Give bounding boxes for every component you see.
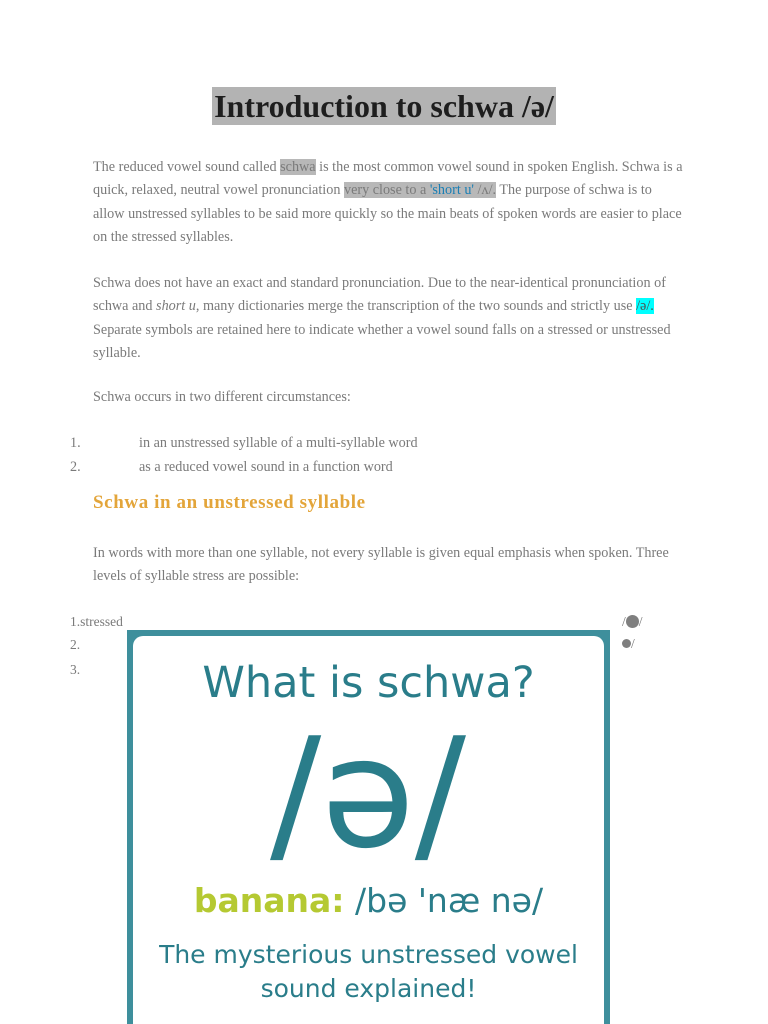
caption-line: The mysterious unstressed vowel [159,940,578,969]
stress-level-row [70,612,123,632]
title-wrapper [0,87,768,125]
text-run: Separate symbols are retained here to indicate whether a vowel sound falls on a stressed or unstressed syllable. [93,321,671,361]
stress-label: stressed [80,614,123,629]
large-dot-icon [626,615,639,628]
schwa-highlight: schwa [280,159,316,175]
page-title: Introduction to schwa /ə/ [214,88,554,124]
text-run: is the most common vowel sound in spoken English. Schwa is a quick, relaxed, neutral vowel pronunciation [93,159,683,199]
short-u-symbol: /ʌ/. [474,182,497,199]
text-run: The purpose of schwa is to allow unstressed syllables to be said more quickly so the main beats of spoken words are easier to place on the stressed syllables. [93,182,682,245]
banana-example [133,880,604,922]
circumstances-intro: Schwa occurs in two different circumstances: [93,389,351,405]
list-text: as a reduced vowel sound in a function word [139,459,393,475]
text-run: very close to a [343,182,430,199]
text-run: The reduced vowel sound called [93,159,281,175]
slash: / [622,614,626,629]
stress-paragraph: In words with more than one syllable, not every syllable is given equal emphasis when spoken. Three levels of syllable stress are possible: [93,545,669,585]
poster-card [133,636,604,1024]
slash: / [631,636,635,651]
short-u-highlight [344,182,496,198]
primary-stress-mark [622,612,643,632]
stress-number: 1. [70,614,81,629]
schwa-symbol-highlight: /ə/. [636,298,654,315]
banana-transcription: /bə 'næ nə/ [344,881,544,920]
stress-number: 3. [70,662,81,677]
text-run: Schwa does not have an exact and standard pronunciation. Due to the near-identical pronunciation of schwa and [93,275,666,315]
intro-paragraph [93,156,683,249]
section-heading: Schwa in an unstressed syllable [93,492,366,513]
secondary-stress-mark [622,634,635,654]
banana-word: banana: [193,881,345,920]
schwa-symbol-graphic [133,708,604,868]
caption-line: sound explained! [260,974,477,1003]
schwa-symbol-text: /ə/ [270,708,466,868]
text-run: , many dictionaries merge the transcription of the two sounds and strictly use [195,298,637,315]
list-text: in an unstressed syllable of a multi-syllable word [139,435,418,451]
stress-level-row [70,660,80,680]
schwa-poster-image [127,630,610,1024]
poster-title: What is schwa? [202,658,535,708]
small-dot-icon [622,639,631,648]
slash: / [638,614,643,629]
poster-caption [133,938,604,1006]
short-u-link[interactable]: 'short u' [429,182,474,199]
list-number: 2. [70,459,81,475]
short-u-italic: short u [156,298,196,315]
stress-level-row [70,635,80,655]
list-number: 1. [70,435,81,451]
list-item [70,457,393,477]
pronunciation-paragraph [93,272,683,365]
stress-number: 2. [70,637,81,652]
list-item [70,433,418,453]
